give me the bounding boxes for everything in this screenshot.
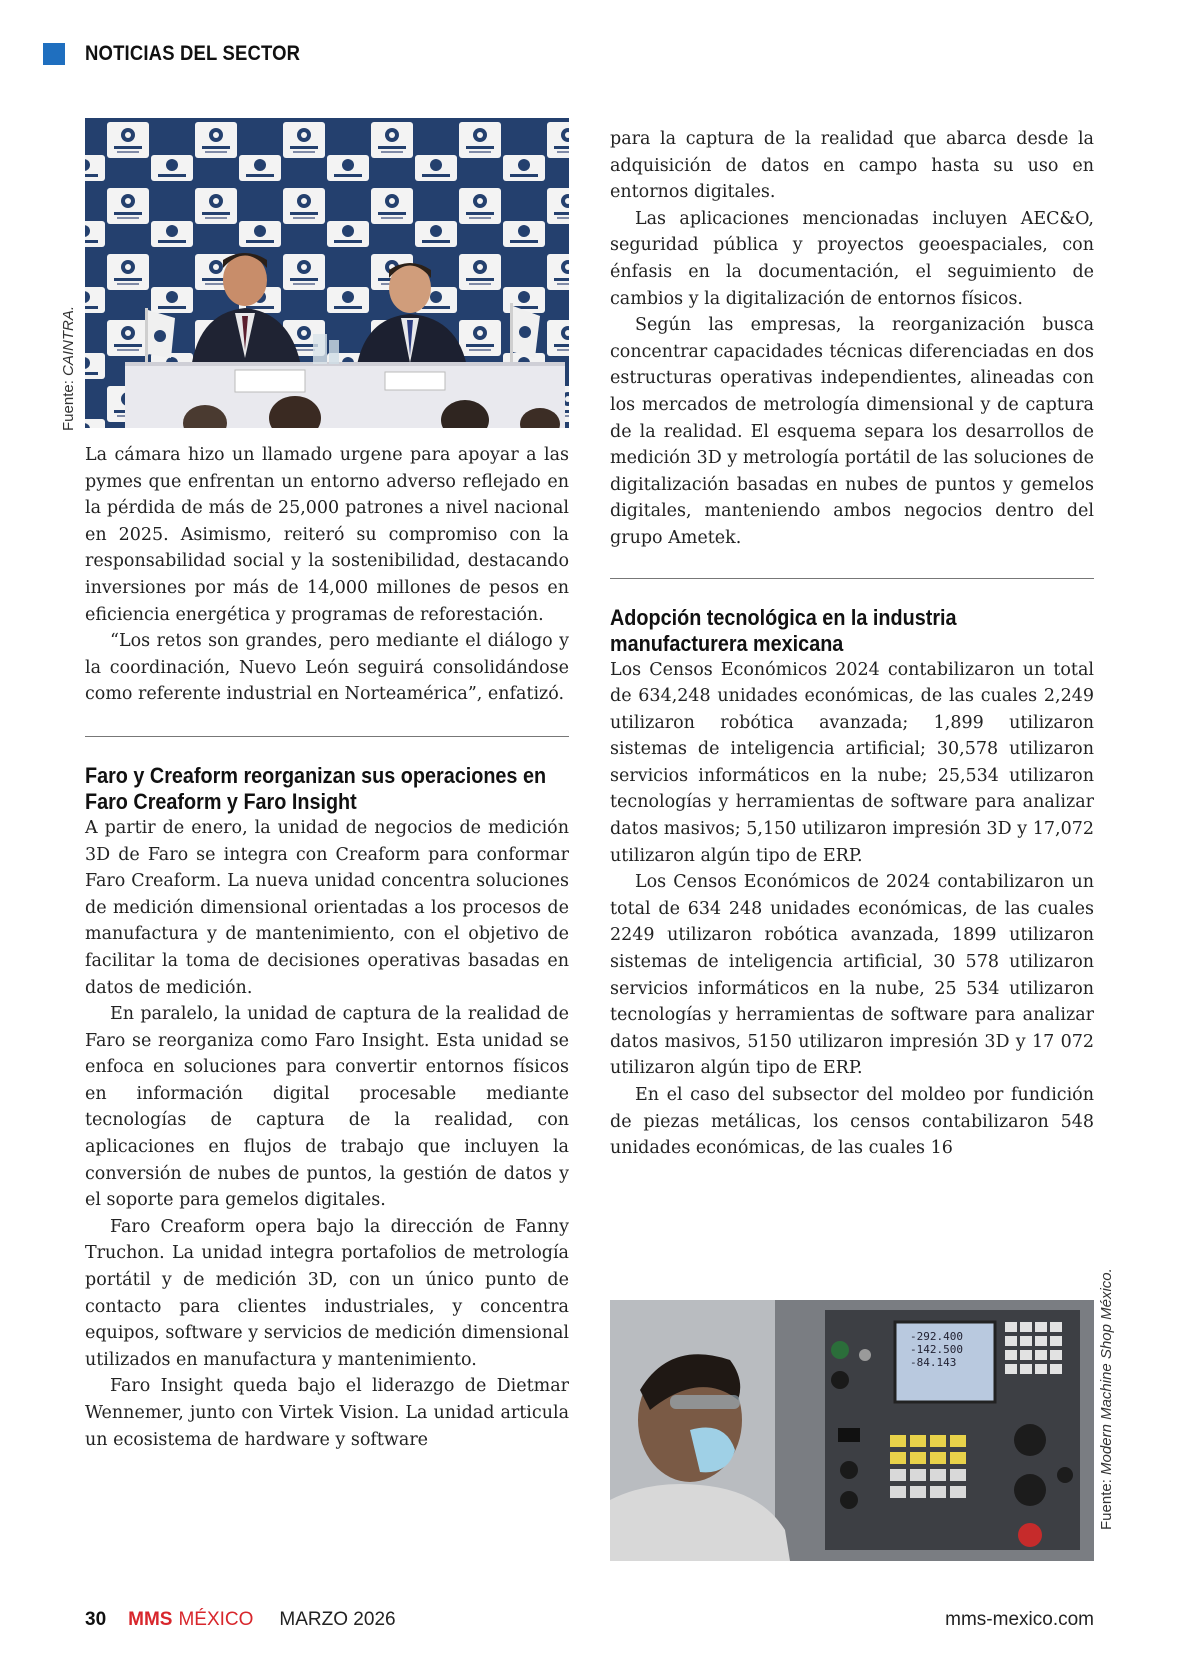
screen-readout-2: -142.500 xyxy=(910,1343,963,1356)
paragraph: Las aplicaciones mencionadas incluyen AEC&O, seguridad pública y proyectos geoespaciales, con énfasis en la documentación, el seguimiento de cambios y la digitalización de entornos físicos. xyxy=(610,208,1094,309)
paragraph: En paralelo, la unidad de captura de la realidad de Faro se reorganiza como Faro Insight. Esta unidad se enfoca en soluciones para convertir entornos físicos en información digital procesable mediante tecnologías de captura de la realidad, con aplicaciones en flujos de trabajo que incluyen la conversión de nubes de puntos, la gestión de datos y el soporte para gemelos digitales. xyxy=(85,1004,569,1211)
paragraph: Según las empresas, la reorganización busca concentrar capacidades técnicas diferenciadas en dos estructuras operativas independientes, alineadas con los mercados de metrología dimensional y de captura de la realidad. El esquema separa los desarrollos de medición 3D y metrología portátil de las soluciones de digitalización basadas en nubes de puntos y gemelos digitales, manteniendo ambos negocios dentro del grupo Ametek. xyxy=(610,315,1094,548)
article-heading-faro: Faro y Creaform reorganizan sus operaciones en Faro Creaform y Faro Insight xyxy=(85,762,547,814)
website-link[interactable]: mms-mexico.com xyxy=(945,1609,1094,1630)
page-footer xyxy=(85,1607,1094,1633)
section-marker xyxy=(43,43,65,65)
screen-readout-3: -84.143 xyxy=(910,1356,957,1369)
paragraph: En el caso del subsector del moldeo por fundición de piezas metálicas, los censos contabilizaron 548 unidades económicas, de las cuales 16 xyxy=(610,1085,1094,1159)
brand-logo-mexico: MÉXICO xyxy=(178,1609,254,1630)
paragraph: La cámara hizo un llamado urgene para apoyar a las pymes que enfrentan un entorno adverso reflejado en la pérdida de más de 25,000 patrones a nivel nacional en 2025. Asimismo, reiteró su compromiso con la responsabilidad social y la sostenibilidad, destacando inversiones por más de 14,000 millones de pesos en eficiencia energética y programas de reforestación. xyxy=(85,445,569,625)
paragraph: Los Censos Económicos de 2024 contabilizaron un total de 634 248 unidades económicas, de las cuales 2249 utilizaron robótica avanzada, 1899 utilizaron sistemas de inteligencia artificial, 30 578 utilizaron servicios informáticos en la nube, 25 534 utilizaron tecnologías y herramientas de software para analizar datos masivos, 5150 utilizaron impresión 3D y 17 072 utilizaron algún tipo de ERP. xyxy=(610,872,1094,1079)
section-divider xyxy=(85,736,569,737)
brand-logo-mms: MMS xyxy=(128,1609,173,1630)
article-heading-adopcion: Adopción tecnológica en la industria manufacturera mexicana xyxy=(610,604,957,656)
article-body-adopcion xyxy=(610,657,1094,1162)
photo-credit-caintra: Fuente: CAINTRA. xyxy=(60,305,77,431)
cnc-operator-photo xyxy=(610,1300,1094,1561)
page-number: 30 xyxy=(85,1609,107,1630)
screen-readout-1: -292.400 xyxy=(910,1330,963,1343)
right-column xyxy=(610,126,1094,1162)
left-column xyxy=(85,118,569,1453)
paragraph: Los Censos Económicos 2024 contabilizaron un total de 634,248 unidades económicas, de las cuales 2,249 utilizaron robótica avanzada; 1,899 utilizaron sistemas de inteligencia artificial; 30,578 utilizaron servicios informáticos en la nube; 25,534 utilizaron tecnologías y herramientas de software para analizar datos masivos; 5,150 utilizaron impresión 3D y 17,072 utilizaron algún tipo de ERP. xyxy=(610,659,1094,866)
section-title: NOTICIAS DEL SECTOR xyxy=(85,42,301,65)
section-header xyxy=(43,40,330,68)
paragraph: A partir de enero, la unidad de negocios de medición 3D de Faro se integra con Creaform para conformar Faro Creaform. La nueva unidad concentra soluciones de medición dimensional orientadas a los procesos de manufactura y de mantenimiento, con el objetivo de facilitar la toma de decisiones operativas basadas en datos de medición. xyxy=(85,817,569,998)
intro-text xyxy=(85,442,569,708)
paragraph: para la captura de la realidad que abarca desde la adquisición de datos en campo hasta su uso en entornos digitales. xyxy=(610,129,1094,203)
press-conference-photo xyxy=(85,118,569,428)
issue-date: MARZO 2026 xyxy=(279,1609,396,1630)
section-divider xyxy=(610,578,1094,579)
article-body-faro-continued xyxy=(610,126,1094,552)
article-body-faro xyxy=(85,815,569,1453)
paragraph: Faro Creaform opera bajo la dirección de Fanny Truchon. La unidad integra portafolios de metrología portátil y de medición 3D, con un único punto de contacto para clientes industriales, y concentra equipos, software y servicios de medición dimensional utilizados en manufactura y mantenimiento. xyxy=(85,1216,569,1370)
paragraph: “Los retos son grandes, pero mediante el diálogo y la coordinación, Nuevo León seguirá consolidándose como referente industrial en Norteamérica”, enfatizó. xyxy=(85,631,569,705)
photo-credit-mms: Fuente: Modern Machine Shop México. xyxy=(1098,1268,1115,1530)
paragraph: Faro Insight queda bajo el liderazgo de Dietmar Wennemer, junto con Virtek Vision. La unidad articula un ecosistema de hardware y software xyxy=(85,1376,569,1450)
